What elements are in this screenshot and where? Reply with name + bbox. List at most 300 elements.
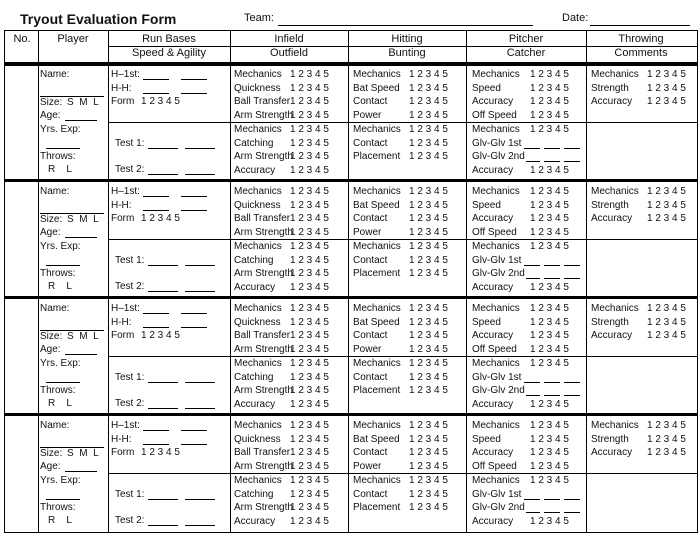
skill-rating[interactable]: 1 2 3 4 5: [530, 420, 569, 431]
skill-rating[interactable]: 1 2 3 4 5: [290, 254, 329, 266]
skill-rating[interactable]: 1 2 3 4 5: [647, 69, 686, 80]
hh-field-1[interactable]: [143, 210, 169, 211]
yrs-exp-label: Yrs. Exp:: [40, 475, 81, 486]
skill-label: Catching: [234, 137, 274, 149]
row-separator: [4, 296, 698, 299]
skill-rating[interactable]: 1 2 3 4 5: [409, 151, 448, 162]
comments-field[interactable]: [587, 357, 697, 412]
skill-rating[interactable]: 1 2 3 4 5: [530, 447, 569, 458]
test1-field-1[interactable]: [148, 382, 178, 383]
glv1-field-3[interactable]: [564, 265, 580, 266]
col-no: No.: [13, 33, 31, 45]
skill-label: Accuracy: [234, 398, 276, 410]
catcher-accuracy-rating[interactable]: 1 2 3 4 5: [530, 398, 569, 410]
throws-options[interactable]: R L: [48, 398, 72, 409]
form-rating[interactable]: 1 2 3 4 5: [141, 96, 180, 107]
throws-options[interactable]: R L: [48, 164, 72, 175]
skill-rating[interactable]: 1 2 3 4 5: [409, 303, 448, 314]
skill-label: Catching: [234, 371, 274, 383]
skill-rating[interactable]: 1 2 3 4 5: [409, 268, 448, 279]
h1st-label: H–1st:: [111, 420, 140, 431]
glv2-field-2[interactable]: [544, 278, 560, 279]
skill-label: Placement: [353, 151, 401, 162]
skill-label: Quickness: [234, 316, 281, 328]
team-label: Team:: [244, 12, 274, 24]
form-rating[interactable]: 1 2 3 4 5: [141, 213, 180, 224]
age-field[interactable]: [65, 354, 97, 355]
skill-rating[interactable]: 1 2 3 4 5: [409, 475, 448, 486]
skill-rating[interactable]: 1 2 3 4 5: [530, 460, 569, 472]
catcher-accuracy-label: Accuracy: [472, 515, 514, 527]
skill-rating[interactable]: 1 2 3 4 5: [409, 82, 448, 94]
skill-rating[interactable]: 1 2 3 4 5: [647, 316, 686, 328]
skill-rating[interactable]: 1 2 3 4 5: [409, 316, 448, 328]
skill-label: Accuracy: [234, 515, 276, 527]
catcher-mechanics-rating[interactable]: 1 2 3 4 5: [530, 358, 569, 369]
column-divider: [108, 30, 109, 533]
skill-label: Bat Speed: [353, 433, 400, 445]
test1-field-2[interactable]: [185, 148, 215, 149]
skill-label: Arm Strength: [234, 343, 293, 355]
skill-label: Off Speed: [472, 226, 517, 238]
skill-rating[interactable]: 1 2 3 4 5: [290, 109, 329, 121]
glv1-field-2[interactable]: [544, 499, 560, 500]
skill-label: Accuracy: [234, 281, 276, 293]
hh-label: H-H:: [111, 434, 132, 445]
skill-label: Power: [353, 343, 382, 355]
skill-rating[interactable]: 1 2 3 4 5: [290, 475, 329, 486]
glv2-field-3[interactable]: [564, 161, 580, 162]
skill-rating[interactable]: 1 2 3 4 5: [647, 96, 686, 107]
skill-label: Contact: [353, 371, 388, 383]
skill-rating[interactable]: 1 2 3 4 5: [409, 226, 448, 238]
skill-rating[interactable]: 1 2 3 4 5: [409, 385, 448, 396]
skill-rating[interactable]: 1 2 3 4 5: [530, 213, 569, 224]
h1st-label: H–1st:: [111, 69, 140, 80]
name-label: Name:: [40, 186, 70, 197]
h1st-field-1[interactable]: [143, 196, 169, 197]
yrs-exp-label: Yrs. Exp:: [40, 124, 81, 135]
skill-rating[interactable]: 1 2 3 4 5: [530, 96, 569, 107]
yrs-exp-field[interactable]: [46, 499, 80, 500]
glv1-field-1[interactable]: [524, 382, 540, 383]
skill-rating[interactable]: 1 2 3 4 5: [290, 96, 329, 107]
glv1-field-3[interactable]: [564, 148, 580, 149]
skill-rating[interactable]: 1 2 3 4 5: [647, 82, 686, 94]
row-separator: [4, 413, 698, 416]
name-label: Name:: [40, 69, 70, 80]
skill-rating[interactable]: 1 2 3 4 5: [290, 199, 329, 211]
skill-rating[interactable]: 1 2 3 4 5: [290, 398, 329, 410]
age-label: Age:: [40, 227, 61, 238]
skill-label: Placement: [353, 385, 401, 396]
catcher-accuracy-rating[interactable]: 1 2 3 4 5: [530, 281, 569, 293]
hh-field-2[interactable]: [181, 444, 207, 445]
skill-label: Arm Strength: [234, 268, 293, 279]
hh-field-2[interactable]: [181, 93, 207, 94]
test2-field-1[interactable]: [148, 525, 178, 526]
skill-label: Contact: [353, 447, 388, 458]
skill-rating[interactable]: 1 2 3 4 5: [290, 281, 329, 293]
skill-rating[interactable]: 1 2 3 4 5: [530, 69, 569, 80]
skill-label: Catching: [234, 488, 274, 500]
skill-rating[interactable]: 1 2 3 4 5: [290, 241, 329, 252]
skill-label: Contact: [353, 330, 388, 341]
skill-rating[interactable]: 1 2 3 4 5: [290, 213, 329, 224]
skill-label: Placement: [353, 268, 401, 279]
skill-label: Arm Strength: [234, 151, 293, 162]
skill-label: Bat Speed: [353, 316, 400, 328]
skill-label: Mechanics: [591, 69, 639, 80]
throws-label: Throws:: [40, 502, 76, 513]
test1-label: Test 1:: [115, 138, 145, 149]
col-run-bases: Run Bases: [142, 33, 196, 45]
skill-rating[interactable]: 1 2 3 4 5: [290, 447, 329, 458]
glv2-field-2[interactable]: [544, 161, 560, 162]
form-label: Form: [111, 330, 135, 341]
glv2-field-2[interactable]: [544, 512, 560, 513]
skill-label: Strength: [591, 316, 629, 328]
form-label: Form: [111, 213, 135, 224]
h1st-field-2[interactable]: [181, 79, 207, 80]
skill-rating[interactable]: 1 2 3 4 5: [290, 502, 329, 513]
size-label: Size:: [40, 97, 63, 108]
h1st-field-1[interactable]: [143, 313, 169, 314]
skill-rating[interactable]: 1 2 3 4 5: [409, 433, 448, 445]
hh-field-1[interactable]: [143, 93, 169, 94]
skill-label: Off Speed: [472, 109, 517, 121]
skill-rating[interactable]: 1 2 3 4 5: [290, 124, 329, 135]
size-options[interactable]: S M L: [67, 448, 99, 459]
h1st-field-2[interactable]: [181, 196, 207, 197]
skill-label: Mechanics: [353, 241, 401, 252]
skill-rating[interactable]: 1 2 3 4 5: [409, 254, 448, 266]
col-throwing: Throwing: [618, 33, 664, 45]
test2-label: Test 2:: [115, 398, 145, 409]
skill-label: Strength: [591, 82, 629, 94]
skill-rating[interactable]: 1 2 3 4 5: [409, 420, 448, 431]
skill-rating[interactable]: 1 2 3 4 5: [647, 186, 686, 197]
skill-rating[interactable]: 1 2 3 4 5: [290, 268, 329, 279]
skill-rating[interactable]: 1 2 3 4 5: [530, 226, 569, 238]
skill-label: Speed: [472, 82, 501, 94]
skill-label: Quickness: [234, 433, 281, 445]
skill-rating[interactable]: 1 2 3 4 5: [290, 164, 329, 176]
glv1-field-3[interactable]: [564, 499, 580, 500]
catcher-mechanics-rating[interactable]: 1 2 3 4 5: [530, 241, 569, 252]
h1st-field-2[interactable]: [181, 430, 207, 431]
test2-field-2[interactable]: [185, 174, 215, 175]
skill-rating[interactable]: 1 2 3 4 5: [530, 109, 569, 121]
skill-label: Mechanics: [472, 303, 520, 314]
skill-rating[interactable]: 1 2 3 4 5: [530, 303, 569, 314]
skill-rating[interactable]: 1 2 3 4 5: [409, 358, 448, 369]
skill-label: Mechanics: [353, 186, 401, 197]
yrs-exp-field[interactable]: [46, 382, 80, 383]
col-catcher: Catcher: [506, 47, 546, 59]
skill-label: Accuracy: [234, 164, 276, 176]
throws-label: Throws:: [40, 268, 76, 279]
glv1-field-1[interactable]: [524, 499, 540, 500]
glv2-field-2[interactable]: [544, 395, 560, 396]
skill-rating[interactable]: 1 2 3 4 5: [290, 343, 329, 355]
skill-rating[interactable]: 1 2 3 4 5: [290, 226, 329, 238]
test1-field-2[interactable]: [185, 265, 215, 266]
skill-rating[interactable]: 1 2 3 4 5: [409, 330, 448, 341]
yrs-exp-field[interactable]: [46, 148, 80, 149]
glv2-field-1[interactable]: [526, 278, 540, 279]
test2-field-1[interactable]: [148, 291, 178, 292]
glv2-field-3[interactable]: [564, 395, 580, 396]
skill-rating[interactable]: 1 2 3 4 5: [290, 488, 329, 500]
skill-rating[interactable]: 1 2 3 4 5: [647, 447, 686, 458]
skill-label: Accuracy: [472, 213, 514, 224]
skill-rating[interactable]: 1 2 3 4 5: [290, 371, 329, 383]
col-comments: Comments: [614, 47, 668, 59]
skill-rating[interactable]: 1 2 3 4 5: [647, 213, 686, 224]
hh-label: H-H:: [111, 83, 132, 94]
skill-rating[interactable]: 1 2 3 4 5: [290, 303, 329, 314]
comments-field[interactable]: [587, 474, 697, 529]
size-label: Size:: [40, 448, 63, 459]
skill-label: Mechanics: [353, 420, 401, 431]
form-rating[interactable]: 1 2 3 4 5: [141, 447, 180, 458]
form-label: Form: [111, 447, 135, 458]
comments-field[interactable]: [587, 240, 697, 295]
glv2-field-1[interactable]: [526, 161, 540, 162]
skill-rating[interactable]: 1 2 3 4 5: [409, 109, 448, 121]
skill-label: Mechanics: [234, 186, 282, 197]
col-infield: Infield: [274, 33, 304, 45]
test1-field-2[interactable]: [185, 382, 215, 383]
skill-rating[interactable]: 1 2 3 4 5: [647, 199, 686, 211]
skill-rating[interactable]: 1 2 3 4 5: [530, 330, 569, 341]
skill-label: Off Speed: [472, 343, 517, 355]
size-options[interactable]: S M L: [67, 97, 99, 108]
h1st-label: H–1st:: [111, 186, 140, 197]
catcher-accuracy-rating[interactable]: 1 2 3 4 5: [530, 164, 569, 176]
age-field[interactable]: [65, 120, 97, 121]
column-divider: [230, 30, 231, 533]
skill-label: Mechanics: [353, 124, 401, 135]
skill-rating[interactable]: 1 2 3 4 5: [409, 460, 448, 472]
skill-rating[interactable]: 1 2 3 4 5: [290, 330, 329, 341]
skill-label: Accuracy: [591, 447, 633, 458]
catcher-mechanics-label: Mechanics: [472, 124, 520, 135]
skill-rating[interactable]: 1 2 3 4 5: [530, 82, 569, 94]
catcher-mechanics-label: Mechanics: [472, 475, 520, 486]
skill-label: Arm Strength: [234, 109, 293, 121]
skill-rating[interactable]: 1 2 3 4 5: [290, 515, 329, 527]
skill-label: Accuracy: [591, 96, 633, 107]
h1st-field-2[interactable]: [181, 313, 207, 314]
skill-label: Accuracy: [472, 330, 514, 341]
skill-rating[interactable]: 1 2 3 4 5: [409, 447, 448, 458]
age-label: Age:: [40, 344, 61, 355]
comments-field[interactable]: [587, 123, 697, 178]
hh-field-2[interactable]: [181, 327, 207, 328]
skill-label: Bat Speed: [353, 199, 400, 211]
row-separator: [4, 179, 698, 182]
skill-rating[interactable]: 1 2 3 4 5: [290, 460, 329, 472]
skill-label: Quickness: [234, 82, 281, 94]
skill-rating[interactable]: 1 2 3 4 5: [290, 433, 329, 445]
glv2-field-3[interactable]: [564, 278, 580, 279]
age-label: Age:: [40, 461, 61, 472]
test2-field-1[interactable]: [148, 408, 178, 409]
glv2-field-3[interactable]: [564, 512, 580, 513]
glv2-label: Glv-Glv 2nd: [472, 385, 525, 396]
skill-rating[interactable]: 1 2 3 4 5: [290, 385, 329, 396]
size-options[interactable]: S M L: [67, 214, 99, 225]
skill-label: Mechanics: [353, 358, 401, 369]
test1-field-1[interactable]: [148, 148, 178, 149]
skill-rating[interactable]: 1 2 3 4 5: [530, 343, 569, 355]
col-hitting: Hitting: [391, 33, 423, 45]
skill-rating[interactable]: 1 2 3 4 5: [290, 358, 329, 369]
skill-label: Power: [353, 109, 382, 121]
catcher-mechanics-label: Mechanics: [472, 358, 520, 369]
skill-label: Accuracy: [591, 330, 633, 341]
skill-label: Mechanics: [234, 475, 282, 486]
skill-label: Ball Transfer: [234, 447, 291, 458]
yrs-exp-field[interactable]: [46, 265, 80, 266]
test2-field-1[interactable]: [148, 174, 178, 175]
skill-label: Contact: [353, 137, 388, 149]
skill-rating[interactable]: 1 2 3 4 5: [409, 96, 448, 107]
skill-label: Catching: [234, 254, 274, 266]
skill-rating[interactable]: 1 2 3 4 5: [647, 303, 686, 314]
row-separator: [4, 63, 698, 66]
skill-rating[interactable]: 1 2 3 4 5: [647, 420, 686, 431]
glv2-field-1[interactable]: [526, 395, 540, 396]
column-divider: [38, 30, 39, 533]
catcher-mechanics-rating[interactable]: 1 2 3 4 5: [530, 475, 569, 486]
skill-label: Strength: [591, 433, 629, 445]
skill-rating[interactable]: 1 2 3 4 5: [290, 420, 329, 431]
glv1-label: Glv-Glv 1st: [472, 254, 522, 266]
skill-rating[interactable]: 1 2 3 4 5: [409, 137, 448, 149]
skill-rating[interactable]: 1 2 3 4 5: [290, 82, 329, 94]
skill-rating[interactable]: 1 2 3 4 5: [290, 316, 329, 328]
skill-label: Placement: [353, 502, 401, 513]
throws-options[interactable]: R L: [48, 281, 72, 292]
test1-field-2[interactable]: [185, 499, 215, 500]
test1-field-1[interactable]: [148, 499, 178, 500]
h1st-field-1[interactable]: [143, 79, 169, 80]
skill-rating[interactable]: 1 2 3 4 5: [290, 186, 329, 197]
skill-label: Mechanics: [234, 124, 282, 135]
team-field[interactable]: [278, 25, 533, 26]
skill-rating[interactable]: 1 2 3 4 5: [409, 213, 448, 224]
skill-label: Speed: [472, 433, 501, 445]
skill-label: Mechanics: [234, 358, 282, 369]
catcher-accuracy-rating[interactable]: 1 2 3 4 5: [530, 515, 569, 527]
skill-rating[interactable]: 1 2 3 4 5: [530, 186, 569, 197]
skill-rating[interactable]: 1 2 3 4 5: [409, 69, 448, 80]
glv1-field-1[interactable]: [524, 148, 540, 149]
skill-rating[interactable]: 1 2 3 4 5: [290, 69, 329, 80]
test2-field-2[interactable]: [185, 408, 215, 409]
test2-field-2[interactable]: [185, 291, 215, 292]
skill-rating[interactable]: 1 2 3 4 5: [409, 199, 448, 211]
name-label: Name:: [40, 303, 70, 314]
skill-rating[interactable]: 1 2 3 4 5: [409, 124, 448, 135]
catcher-accuracy-label: Accuracy: [472, 398, 514, 410]
skill-rating[interactable]: 1 2 3 4 5: [530, 316, 569, 328]
skill-label: Mechanics: [353, 69, 401, 80]
glv1-field-2[interactable]: [544, 382, 560, 383]
date-field[interactable]: [590, 25, 690, 26]
skill-label: Contact: [353, 96, 388, 107]
test1-label: Test 1:: [115, 255, 145, 266]
glv1-field-2[interactable]: [544, 265, 560, 266]
size-options[interactable]: S M L: [67, 331, 99, 342]
skill-label: Power: [353, 460, 382, 472]
throws-options[interactable]: R L: [48, 515, 72, 526]
glv2-label: Glv-Glv 2nd: [472, 502, 525, 513]
form-label: Form: [111, 96, 135, 107]
glv1-label: Glv-Glv 1st: [472, 488, 522, 500]
skill-label: Mechanics: [353, 475, 401, 486]
skill-label: Ball Transfer: [234, 96, 291, 107]
skill-label: Arm Strength: [234, 226, 293, 238]
age-field[interactable]: [65, 237, 97, 238]
h1st-label: H–1st:: [111, 303, 140, 314]
skill-label: Mechanics: [591, 303, 639, 314]
skill-rating[interactable]: 1 2 3 4 5: [409, 371, 448, 383]
skill-rating[interactable]: 1 2 3 4 5: [409, 186, 448, 197]
glv1-field-1[interactable]: [524, 265, 540, 266]
test1-field-1[interactable]: [148, 265, 178, 266]
hh-label: H-H:: [111, 317, 132, 328]
skill-label: Mechanics: [591, 186, 639, 197]
skill-rating[interactable]: 1 2 3 4 5: [290, 151, 329, 162]
skill-rating[interactable]: 1 2 3 4 5: [290, 137, 329, 149]
catcher-mechanics-rating[interactable]: 1 2 3 4 5: [530, 124, 569, 135]
test2-field-2[interactable]: [185, 525, 215, 526]
yrs-exp-label: Yrs. Exp:: [40, 241, 81, 252]
catcher-accuracy-label: Accuracy: [472, 281, 514, 293]
skill-rating[interactable]: 1 2 3 4 5: [409, 343, 448, 355]
h1st-field-1[interactable]: [143, 430, 169, 431]
glv1-field-3[interactable]: [564, 382, 580, 383]
skill-rating[interactable]: 1 2 3 4 5: [409, 502, 448, 513]
skill-label: Mechanics: [234, 303, 282, 314]
skill-rating[interactable]: 1 2 3 4 5: [530, 199, 569, 211]
skill-label: Bat Speed: [353, 82, 400, 94]
skill-label: Arm Strength: [234, 460, 293, 472]
skill-label: Mechanics: [234, 241, 282, 252]
hh-field-1[interactable]: [143, 327, 169, 328]
skill-rating[interactable]: 1 2 3 4 5: [409, 488, 448, 500]
glv1-field-2[interactable]: [544, 148, 560, 149]
form-rating[interactable]: 1 2 3 4 5: [141, 330, 180, 341]
hh-field-2[interactable]: [181, 210, 207, 211]
skill-label: Mechanics: [234, 69, 282, 80]
yrs-exp-label: Yrs. Exp:: [40, 358, 81, 369]
skill-label: Arm Strength: [234, 385, 293, 396]
skill-label: Quickness: [234, 199, 281, 211]
skill-rating[interactable]: 1 2 3 4 5: [530, 433, 569, 445]
skill-rating[interactable]: 1 2 3 4 5: [647, 433, 686, 445]
skill-rating[interactable]: 1 2 3 4 5: [647, 330, 686, 341]
hh-field-1[interactable]: [143, 444, 169, 445]
skill-rating[interactable]: 1 2 3 4 5: [409, 241, 448, 252]
age-field[interactable]: [65, 471, 97, 472]
column-divider: [466, 30, 467, 533]
glv2-field-1[interactable]: [526, 512, 540, 513]
